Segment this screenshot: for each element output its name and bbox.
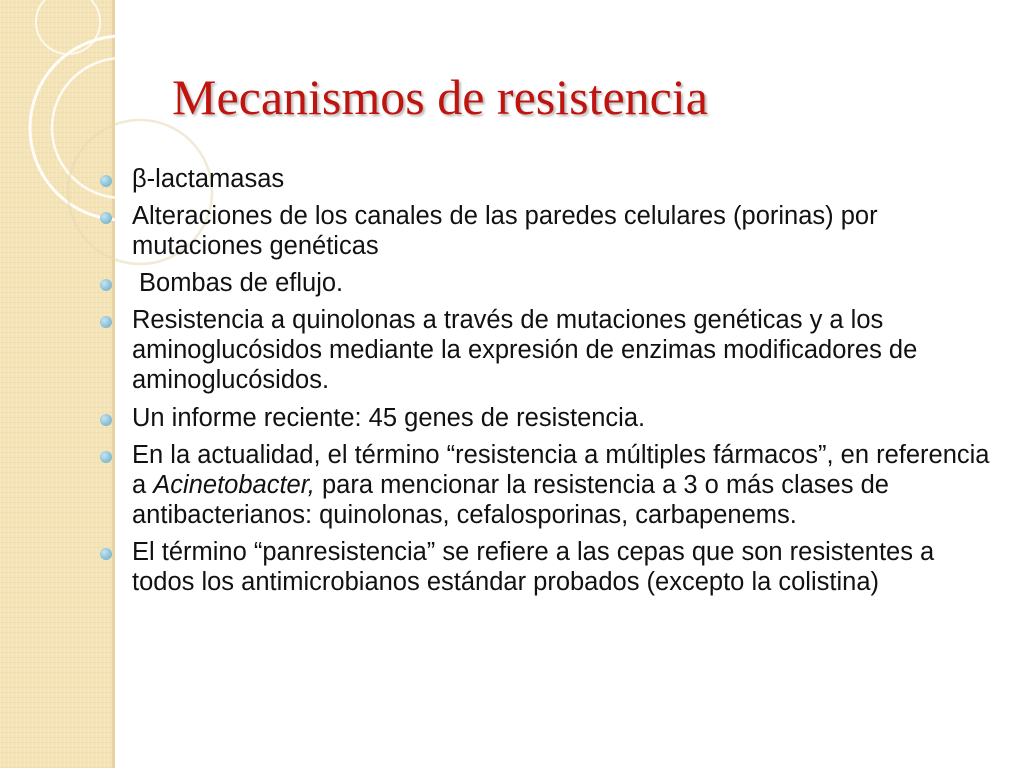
bullet-item	[96, 164, 996, 194]
bullet-icon	[100, 175, 112, 187]
bullet-text: Alteraciones de los canales de las paredes celulares (porinas) por mutaciones genéticas	[132, 202, 878, 261]
bullet-icon	[100, 548, 112, 560]
bullet-icon	[100, 316, 112, 328]
bullet-text: El término “panresistencia” se refiere a las cepas que son resistentes a todos los antimicrobianos estándar probados (excepto la colistina)	[132, 537, 935, 596]
bullet-text-end: para mencionar la resistencia a 3 o más clases de antibacterianos: quinolonas, cefalosporinas, carbapenems.	[132, 470, 889, 529]
bullet-icon	[100, 414, 112, 426]
bullet-item	[96, 403, 996, 433]
bullet-icon	[100, 451, 112, 463]
bullet-item	[96, 201, 996, 261]
bullet-icon	[100, 279, 112, 291]
bullet-text-italic: Acinetobacter,	[153, 470, 315, 499]
slide-title: Mecanismos de resistencia	[172, 69, 708, 125]
bullet-text: Un informe reciente: 45 genes de resistencia.	[132, 403, 646, 432]
bullet-item	[96, 305, 996, 395]
bullet-text: Bombas de eflujo.	[139, 269, 344, 298]
bullet-icon	[100, 212, 112, 224]
bullet-text: β-lactamasas	[132, 165, 285, 193]
bullet-text-start: En la actualidad, el término “resistencia a múltiples fármacos”, en referencia a	[132, 440, 990, 499]
bullet-text: Resistencia a quinolonas a través de mutaciones genéticas y a los aminoglucósidos mediante la expresión de enzimas modificadores de aminoglucósidos.	[132, 306, 918, 395]
bullet-item	[96, 268, 996, 298]
bullet-list	[96, 164, 996, 604]
bullet-item	[96, 440, 996, 530]
bullet-item	[96, 537, 996, 597]
